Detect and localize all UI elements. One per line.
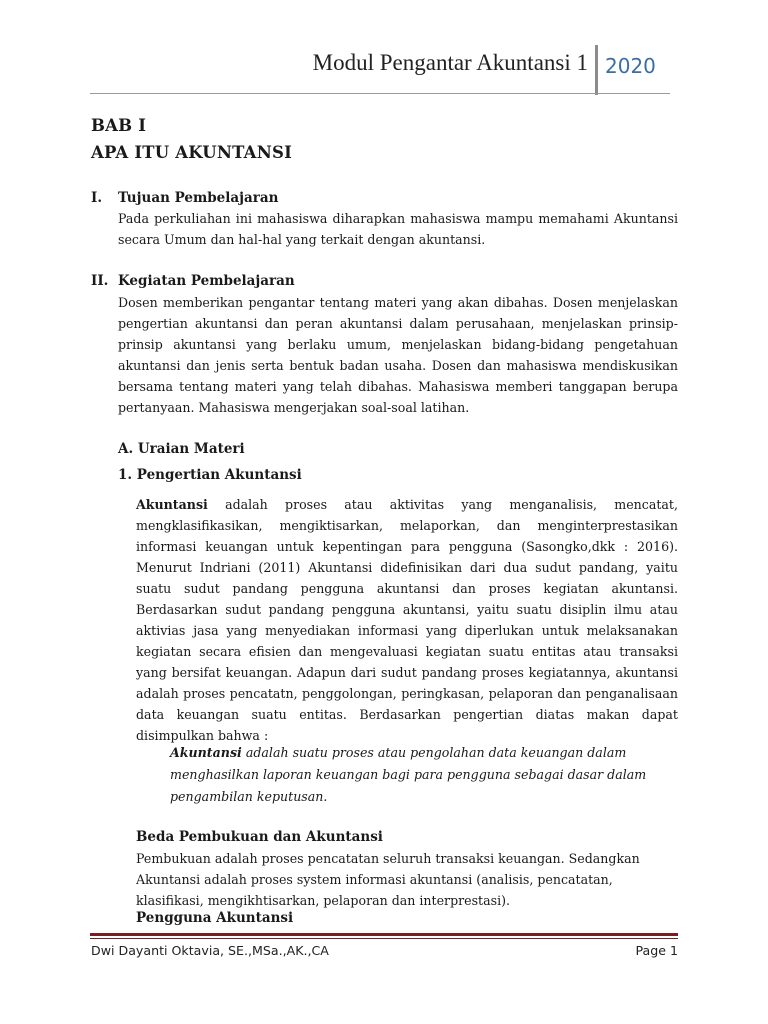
header-title: Modul Pengantar Akuntansi 1 [312,50,588,75]
chapter-label: BAB I [91,116,147,135]
pengertian-heading: 1. Pengertian Akuntansi [118,467,302,483]
quote-body: adalah suatu proses atau pengolahan data keuangan dalam menghasilkan laporan keuangan bagi para pengguna sebagai dasar dalam pengambilan keputusan. [170,745,647,804]
footer-rule-thick [90,933,678,936]
section-2-number: II. [91,273,109,289]
section-1-number: I. [91,190,103,206]
header-year: 2020 [605,54,656,78]
footer-rule-thin [90,938,678,939]
beda-text: Pembukuan adalah proses pencatatan seluruh transaksi keuangan. Sedangkan Akuntansi adalah proses system informasi akuntansi (analisis, pencatatan, klasifikasi, mengikhtisarkan, pelaporan dan interprestasi). [136,851,640,908]
header-divider [595,45,598,95]
chapter-title: APA ITU AKUNTANSI [91,143,293,162]
beda-heading: Beda Pembukuan dan Akuntansi [136,829,383,845]
quote-term: Akuntansi [170,745,242,760]
footer-page-number: Page 1 [635,943,678,958]
pengertian-term: Akuntansi [136,497,208,512]
footer-author: Dwi Dayanti Oktavia, SE.,MSa.,AK.,CA [91,943,329,958]
pengguna-heading: Pengguna Akuntansi [136,910,294,926]
section-1-heading: Tujuan Pembelajaran [118,190,279,206]
header-rule [90,93,670,94]
pengertian-body: adalah proses atau aktivitas yang menganalisis, mencatat, mengklasifikasikan, mengiktisarkan, melaporkan, dan menginterprestasikan informasi keuangan untuk kepentingan para pengguna (Sasongko,dkk : 2016). Menurut Indriani (2011) Akuntansi didefinisikan dari dua sudut pandang, yaitu suatu sudut pandang pengguna akuntansi dan proses kegiatan akuntansi. Berdasarkan sudut pandang pengguna akuntansi, yaitu suatu disiplin ilmu atau aktivias jasa yang menyediakan informasi yang diperlukan untuk melaksanakan kegiatan secara efisien dan mengevaluasi kegiatan suatu entitas atau transaksi yang bersifat keuangan. Adapun dari sudut pandang proses kegiatannya, akuntansi adalah proses pencatatn, penggolongan, peringkasan, pelaporan dan penganalisaan data keuangan suatu entitas. Berdasarkan pengertian diatas makan dapat disimpulkan bahwa : [136,497,678,743]
pengertian-text [136,494,678,746]
section-2-text: Dosen memberikan pengantar tentang materi yang akan dibahas. Dosen menjelaskan pengertian akuntansi dan peran akuntansi dalam perusahaan, menjelaskan prinsip-prinsip akuntansi yang berlaku umum, menjelaskan bidang-bidang pengetahuan akuntansi dan jenis serta bentuk badan usaha. Dosen dan mahasiswa mendiskusikan bersama tentang materi yang telah dibahas. Mahasiswa memberi tanggapan berupa pertanyaan. Mahasiswa mengerjakan soal-soal latihan. [118,295,678,415]
section-1-text: Pada perkuliahan ini mahasiswa diharapkan mahasiswa mampu memahami Akuntansi secara Umum dan hal-hal yang terkait dengan akuntansi. [118,211,678,247]
definition-quote [170,742,650,808]
uraian-heading: A. Uraian Materi [118,441,245,457]
section-2-heading: Kegiatan Pembelajaran [118,273,295,289]
